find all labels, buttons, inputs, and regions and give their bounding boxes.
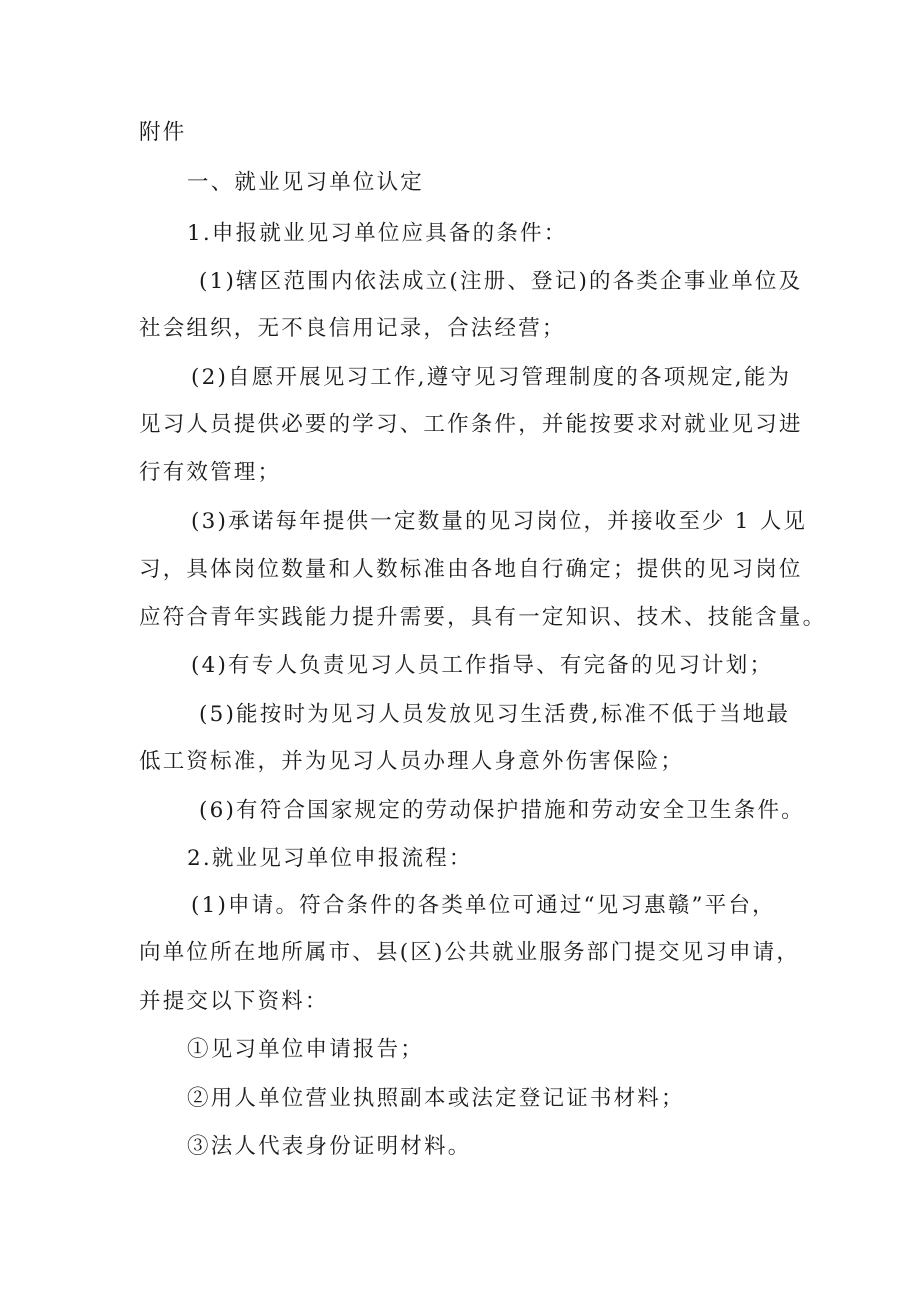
process-line-2: 向单位所在地所属市、县(区)公共就业服务部门提交见习申请，	[139, 940, 801, 965]
condition-3-line-1: (3)承诺每年提供一定数量的见习岗位，并接收至少 1 人见	[191, 509, 808, 534]
attachment-label: 附件	[139, 120, 187, 145]
condition-3-line-2: 习，具体岗位数量和人数标准由各地自行确定；提供的见习岗位	[139, 557, 803, 582]
material-item-1: ①见习单位申请报告；	[187, 1037, 425, 1062]
condition-1-line-2: 社会组织，无不良信用记录，合法经营；	[139, 316, 566, 341]
condition-5-line-1: (5)能按时为见习人员发放见习生活费,标准不低于当地最	[199, 702, 791, 727]
condition-2-line-2: 见习人员提供必要的学习、工作条件，并能按要求对就业见习进	[139, 412, 803, 437]
process-line-3: 并提交以下资料：	[139, 989, 329, 1014]
material-item-2: ②用人单位营业执照副本或法定登记证书材料；	[187, 1086, 685, 1111]
condition-5-line-2: 低工资标准，并为见习人员办理人身意外伤害保险；	[139, 749, 685, 774]
condition-1-line-1: (1)辖区范围内依法成立(注册、登记)的各类企事业单位及	[199, 269, 803, 294]
material-item-3: ③法人代表身份证明材料。	[187, 1134, 472, 1159]
condition-2-line-1: (2)自愿开展见习工作,遵守见习管理制度的各项规定,能为	[191, 365, 792, 390]
condition-6-line-1: (6)有符合国家规定的劳动保护措施和劳动安全卫生条件。	[199, 798, 805, 823]
subheading-conditions: 1.申报就业见习单位应具备的条件：	[187, 221, 568, 246]
condition-4-line-1: (4)有专人负责见习人员工作指导、有完备的见习计划；	[191, 653, 774, 678]
process-line-1: (1)申请。符合条件的各类单位可通过“见习惠赣”平台，	[191, 893, 776, 918]
section-heading: 一、就业见习单位认定	[187, 170, 425, 195]
condition-2-line-3: 行有效管理；	[139, 460, 282, 485]
subheading-process: 2.就业见习单位申报流程：	[187, 846, 473, 871]
condition-3-line-3: 应符合青年实践能力提升需要，具有一定知识、技术、技能含量。	[139, 605, 827, 630]
